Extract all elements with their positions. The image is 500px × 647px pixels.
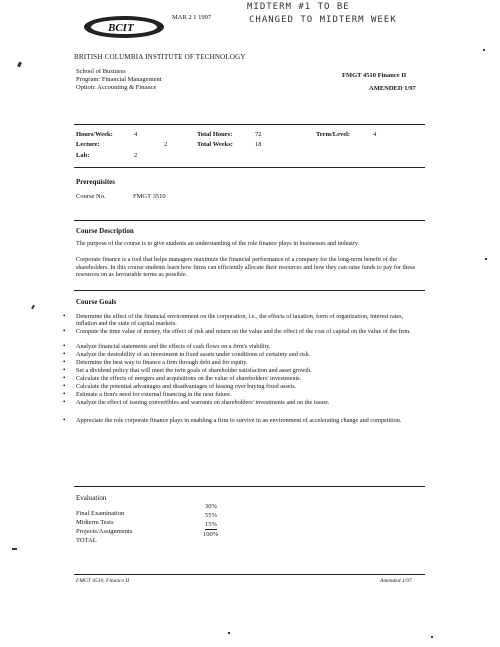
scan-speck [485,258,487,260]
goal-item: Appreciate the role corporate finance plays in enabling a firm to survive in an environment of accelerating change and competition. [76,417,402,424]
course-description-paragraph-2: Corporate finance is a tool that helps managers maximize the financial performance of a company for the long-term benefit of the shareholders. In this course students learn how firms can efficiently allocate their resources and how they can raise funds to pay for these resources on as favourable terms as possible. [76,256,416,279]
program-name: Program: Financial Management [76,76,162,83]
term-level-label: Term/Level: [316,131,351,138]
evaluation-row-label: Projects/Assignments [76,528,133,535]
received-stamp: MAR 2 1 1997 [172,14,212,21]
divider [74,124,425,125]
goal-item: Determine the effect of the financial environment on the corporation, i.e., the effects of taxation, form of organization, interest rates, inflation and the state of capital markets. [76,313,404,328]
bullet-icon: • [63,350,66,358]
bullet-icon: • [63,342,66,350]
prerequisites-heading: Prerequisites [76,178,116,186]
svg-text:BCIT: BCIT [108,22,134,34]
term-level-value: 4 [373,131,377,138]
course-code: FMGT 4510 Finance II [342,72,407,79]
option-name: Option: Accounting & Finance [76,84,157,91]
bullet-icon: • [63,390,66,398]
divider [74,574,425,575]
course-no-label: Course No. [76,193,106,200]
total-weeks-label: Total Weeks: [197,141,233,148]
course-description-heading: Course Description [76,227,134,235]
evaluation-heading: Evaluation [76,494,107,502]
bullet-icon: • [63,327,66,335]
bullet-icon: • [63,374,66,382]
course-description-paragraph-1: The purpose of the course is to give students an understanding of the role finance plays in businesses and industry. [76,240,360,247]
evaluation-row-label: TOTAL [76,537,97,544]
hours-week-value: 4 [134,131,138,138]
lab-value: 2 [134,152,138,159]
goal-item: Calculate the effects of mergers and acquisitions on the value of shareholders' investments. [76,375,302,382]
bullet-icon: • [63,312,66,320]
lecture-value: 2 [164,141,168,148]
evaluation-row-label: Midterm Tests [76,519,114,526]
divider [74,167,425,168]
goal-item: Analyze the effect of issuing convertibles and warrants on shareholders' investments and on the issuer. [76,399,330,406]
scan-speck [12,548,17,550]
goal-item: Determine the best way to finance a firm through debt and for equity. [76,359,248,366]
hours-week-label: Hours/Week: [76,131,113,138]
goal-item: Analyze the desirability of an investment in fixed assets under conditions of certainty and risk. [76,351,311,358]
total-hours-label: Total Hours: [197,131,233,138]
divider [74,220,425,221]
goal-item: Set a dividend policy that will meet the twin goals of shareholder satisfaction and asset growth. [76,367,312,374]
bullet-icon: • [63,382,66,390]
evaluation-row-value: 15% [205,521,217,528]
lecture-label: Lecture: [76,141,100,148]
goal-item: Estimate a firm's need for external financing in the near future. [76,391,232,398]
footer-course: FMGT 4510, Finance II [76,578,130,584]
goal-item: Analyze financial statements and the effects of cash flows on a firm's viability. [76,343,271,350]
bullet-icon: • [63,416,66,424]
evaluation-row-value: 55% [205,512,217,519]
footer-amended: Amended 1/97 [380,578,412,584]
institute-name: BRITISH COLUMBIA INSTITUTE OF TECHNOLOGY [74,53,246,61]
lab-label: Lab: [76,152,90,159]
goal-item: Compute the time value of money, the effect of risk and return on the value and the effect of the cost of capital on the value of the firm. [76,328,411,335]
evaluation-row-value: 100% [203,531,219,538]
scan-speck [31,305,35,309]
scan-speck [17,62,22,68]
handwritten-note-line2: CHANGED TO MIDTERM WEEK [249,15,397,25]
amended-date: AMENDED 1/97 [369,85,416,92]
divider [74,486,425,487]
bullet-icon: • [63,358,66,366]
scan-speck [483,49,485,51]
course-goals-heading: Course Goals [76,298,117,306]
bullet-icon: • [63,398,66,406]
bcit-logo [78,10,173,42]
school-name: School of Business [76,68,126,75]
goal-item: Calculate the potential advantages and disadvantages of leasing over buying fixed assets. [76,383,297,390]
divider [74,290,425,291]
bullet-icon: • [63,366,66,374]
handwritten-note-line1: MIDTERM #1 TO BE [247,2,350,12]
scan-speck [228,632,230,634]
scan-speck [431,636,433,638]
evaluation-row-label: Final Examination [76,510,125,517]
course-no-value: FMGT 3510 [133,193,166,200]
total-weeks-value: 18 [255,141,262,148]
evaluation-row-value: 30% [205,503,217,510]
total-hours-value: 72 [255,131,262,138]
